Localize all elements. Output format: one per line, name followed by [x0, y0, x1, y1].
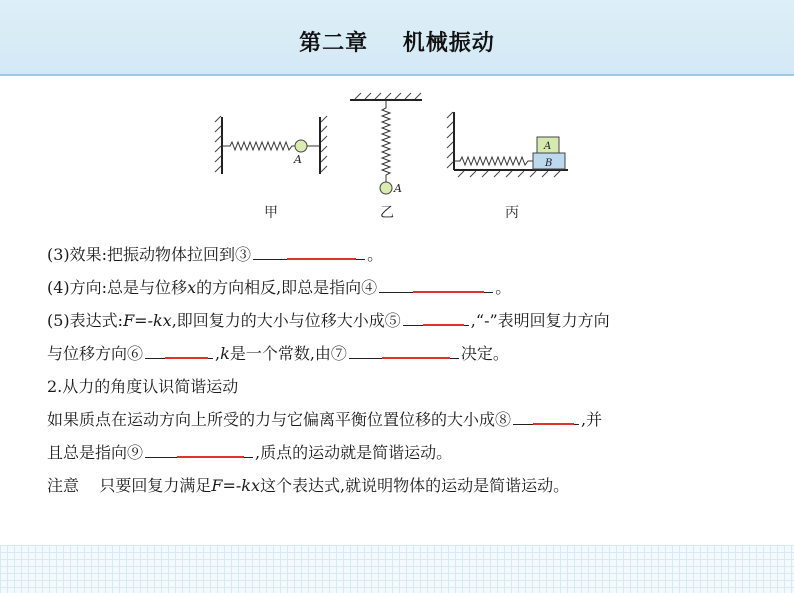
formula-restoring-force: F=-kx	[123, 311, 172, 330]
expression-text: (5)表达式:	[47, 311, 124, 330]
blank-3	[253, 243, 365, 260]
var-k: k	[220, 344, 230, 363]
direction-text: (4)方向:总是与位移	[47, 278, 188, 297]
caption-yi: 乙	[380, 205, 394, 221]
chapter-title: 第二章 机械振动	[299, 31, 495, 56]
direction-mid: 的方向相反,即总是指向④	[196, 278, 378, 297]
label-a-yi: A	[394, 182, 402, 195]
footer-grid-band	[0, 545, 794, 593]
note-text: 注意 只要回复力满足	[47, 476, 212, 495]
expression-cont-mid: 是一个常数,由⑦	[229, 344, 347, 363]
note-line	[47, 469, 767, 502]
section-heading-force	[47, 370, 767, 403]
ball-a-yi	[380, 182, 392, 194]
caption-jia: 甲	[264, 205, 278, 221]
blank-6	[145, 342, 213, 359]
blank-7	[349, 342, 459, 359]
definition-suffix: ,并	[581, 410, 603, 429]
label-block-b: B	[545, 158, 553, 169]
expression-cont-suffix: 决定。	[460, 344, 509, 363]
label-block-a: A	[544, 141, 552, 152]
caption-bing: 丙	[505, 205, 519, 221]
label-a-jia: A	[294, 153, 302, 166]
item-expression-cont: 与位移方向⑥ ,k是一个常数,由⑦ 决定。	[47, 344, 509, 363]
spring-jia	[222, 142, 295, 150]
chapter-header	[0, 0, 794, 76]
spring-oscillator-figure	[200, 90, 580, 230]
item-expression	[47, 304, 767, 337]
item-definition	[47, 403, 767, 436]
blank-9	[145, 441, 253, 458]
item-direction	[47, 271, 767, 304]
direction-suffix: 。	[495, 278, 512, 297]
ball-a-jia	[295, 140, 307, 152]
item-effect	[47, 238, 767, 271]
diagram-jia	[215, 116, 327, 174]
effect-suffix: 。	[367, 245, 384, 264]
item-definition-cont	[47, 436, 767, 469]
effect-text: (3)效果:把振动物体拉回到③	[47, 245, 252, 264]
note-formula: F=-kx	[211, 476, 260, 495]
note-suffix: 这个表达式,就说明物体的运动是简谐运动。	[260, 476, 570, 495]
expression-suffix: ,“-”表明回复力方向	[470, 311, 610, 330]
definition-text: 如果质点在运动方向上所受的力与它偏离平衡位置位移的大小成⑧	[47, 410, 512, 429]
blank-5	[403, 309, 469, 326]
spring-bing	[455, 157, 533, 165]
blank-8	[513, 408, 579, 425]
lesson-text	[47, 238, 767, 502]
expression-cont-text: 与位移方向⑥	[47, 344, 144, 363]
blank-4	[379, 276, 493, 293]
var-x: x	[187, 278, 197, 297]
spring-yi	[382, 100, 390, 182]
diagram-bing	[447, 112, 568, 177]
definition-cont-suffix: ,质点的运动就是简谐运动。	[255, 443, 453, 462]
expression-mid: ,即回复力的大小与位移大小成⑤	[171, 311, 401, 330]
definition-cont-text: 且总是指向⑨	[47, 443, 144, 462]
section-heading-text: 2.从力的角度认识简谐运动	[47, 377, 239, 396]
diagram-yi	[350, 93, 422, 195]
